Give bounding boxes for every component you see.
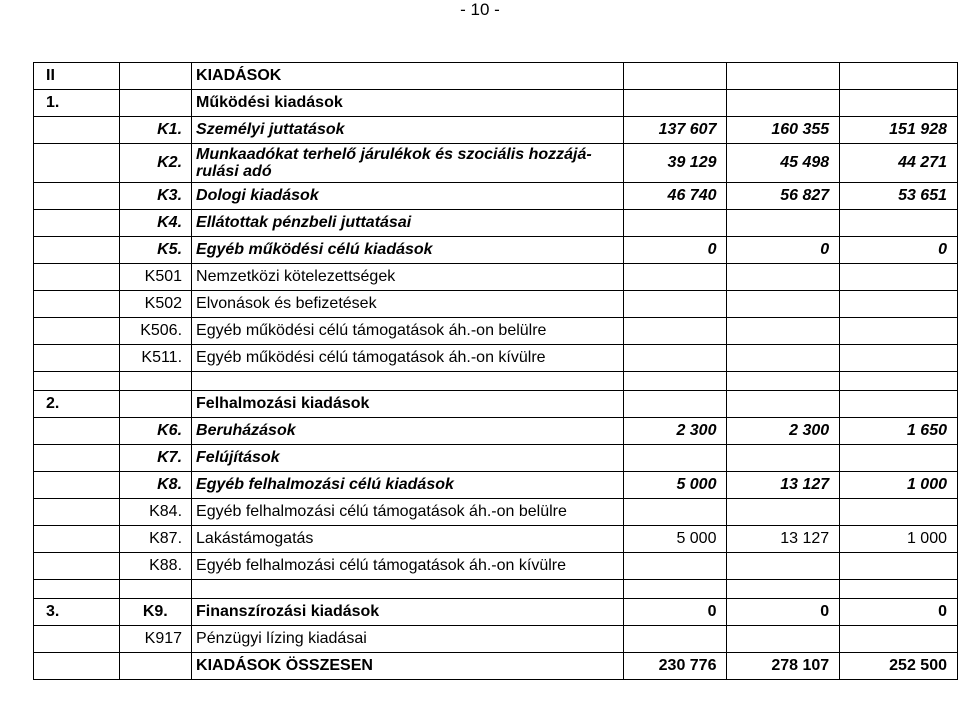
value-cell: 13 127	[727, 472, 840, 499]
value-cell	[727, 291, 840, 318]
account-code	[119, 90, 191, 117]
value-cell	[727, 553, 840, 580]
value-cell	[727, 264, 840, 291]
table-row	[34, 626, 958, 653]
account-code: K84.	[119, 499, 191, 526]
row-label: KIADÁSOK	[192, 63, 624, 90]
account-code	[119, 372, 191, 391]
value-cell	[840, 90, 958, 117]
row-label: Egyéb felhalmozási célú kiadások	[192, 472, 624, 499]
row-label: Elvonások és befizetések	[192, 291, 624, 318]
value-cell	[840, 580, 958, 599]
table-row	[34, 653, 958, 680]
table-row	[34, 210, 958, 237]
table-row	[34, 345, 958, 372]
value-cell: 0	[623, 599, 727, 626]
value-cell	[840, 264, 958, 291]
value-cell	[623, 90, 727, 117]
value-cell: 151 928	[840, 117, 958, 144]
table-row	[34, 144, 958, 183]
account-code	[119, 653, 191, 680]
value-cell: 44 271	[840, 144, 958, 183]
section-number	[34, 210, 120, 237]
row-label: Finanszírozási kiadások	[192, 599, 624, 626]
value-cell	[727, 391, 840, 418]
value-cell: 46 740	[623, 183, 727, 210]
account-code: K917	[119, 626, 191, 653]
value-cell	[840, 291, 958, 318]
value-cell	[623, 445, 727, 472]
account-code	[119, 391, 191, 418]
value-cell: 53 651	[840, 183, 958, 210]
account-code: K87.	[119, 526, 191, 553]
table-row	[34, 264, 958, 291]
row-label: Személyi juttatások	[192, 117, 624, 144]
section-number	[34, 553, 120, 580]
table-row	[34, 183, 958, 210]
table-row	[34, 372, 958, 391]
value-cell: 1 000	[840, 472, 958, 499]
value-cell: 5 000	[623, 526, 727, 553]
value-cell	[840, 391, 958, 418]
value-cell	[623, 264, 727, 291]
row-label: Ellátottak pénzbeli juttatásai	[192, 210, 624, 237]
page-number: - 10 -	[460, 0, 500, 19]
row-label: Beruházások	[192, 418, 624, 445]
section-number	[34, 345, 120, 372]
value-cell: 56 827	[727, 183, 840, 210]
section-number	[34, 237, 120, 264]
table-row	[34, 63, 958, 90]
table-row	[34, 553, 958, 580]
account-code: K6.	[119, 418, 191, 445]
value-cell	[623, 553, 727, 580]
table-row	[34, 418, 958, 445]
row-label: Nemzetközi kötelezettségek	[192, 264, 624, 291]
table-row	[34, 318, 958, 345]
value-cell	[623, 63, 727, 90]
value-cell: 0	[840, 237, 958, 264]
section-number: 2.	[34, 391, 120, 418]
table-row	[34, 580, 958, 599]
table-row	[34, 445, 958, 472]
row-label: Dologi kiadások	[192, 183, 624, 210]
table-row	[34, 291, 958, 318]
section-number	[34, 291, 120, 318]
section-number	[34, 626, 120, 653]
table-row	[34, 599, 958, 626]
section-number: II	[34, 63, 120, 90]
value-cell	[727, 63, 840, 90]
value-cell	[840, 63, 958, 90]
row-label: Működési kiadások	[192, 90, 624, 117]
table-row	[34, 90, 958, 117]
value-cell: 278 107	[727, 653, 840, 680]
row-label: Felhalmozási kiadások	[192, 391, 624, 418]
row-label: Egyéb működési célú kiadások	[192, 237, 624, 264]
account-code: K3.	[119, 183, 191, 210]
account-code: K511.	[119, 345, 191, 372]
row-label: Felújítások	[192, 445, 624, 472]
value-cell: 0	[727, 599, 840, 626]
value-cell: 137 607	[623, 117, 727, 144]
table-row	[34, 391, 958, 418]
value-cell	[623, 372, 727, 391]
value-cell	[840, 210, 958, 237]
value-cell	[840, 318, 958, 345]
value-cell	[727, 372, 840, 391]
value-cell	[727, 345, 840, 372]
account-code: K1.	[119, 117, 191, 144]
value-cell: 1 650	[840, 418, 958, 445]
value-cell: 5 000	[623, 472, 727, 499]
value-cell: 230 776	[623, 653, 727, 680]
value-cell: 0	[727, 237, 840, 264]
section-number: 3.	[34, 599, 120, 626]
row-label: Egyéb működési célú támogatások áh.-on belülre	[192, 318, 624, 345]
account-code: K2.	[119, 144, 191, 183]
section-number	[34, 526, 120, 553]
value-cell	[623, 210, 727, 237]
section-number	[34, 318, 120, 345]
account-code: K502	[119, 291, 191, 318]
value-cell: 1 000	[840, 526, 958, 553]
value-cell: 2 300	[623, 418, 727, 445]
value-cell	[727, 626, 840, 653]
account-code	[119, 63, 191, 90]
value-cell	[623, 391, 727, 418]
account-code: K88.	[119, 553, 191, 580]
value-cell: 2 300	[727, 418, 840, 445]
table-row	[34, 117, 958, 144]
row-label: Egyéb működési célú támogatások áh.-on kívülre	[192, 345, 624, 372]
value-cell	[727, 318, 840, 345]
row-label	[192, 580, 624, 599]
table-row	[34, 237, 958, 264]
section-number	[34, 580, 120, 599]
value-cell: 0	[623, 237, 727, 264]
value-cell	[840, 553, 958, 580]
section-number	[34, 418, 120, 445]
value-cell	[623, 499, 727, 526]
section-number	[34, 472, 120, 499]
value-cell	[727, 90, 840, 117]
row-label: Egyéb felhalmozási célú támogatások áh.-on belülre	[192, 499, 624, 526]
value-cell: 0	[840, 599, 958, 626]
expenditure-table	[33, 62, 958, 680]
section-number	[34, 264, 120, 291]
value-cell	[840, 345, 958, 372]
section-number: 1.	[34, 90, 120, 117]
value-cell	[623, 580, 727, 599]
value-cell	[840, 372, 958, 391]
row-label: Munkaadókat terhelő járulékok és szociális hozzájá-rulási adó	[192, 144, 624, 183]
account-code: K5.	[119, 237, 191, 264]
value-cell	[840, 445, 958, 472]
value-cell	[840, 626, 958, 653]
section-number	[34, 445, 120, 472]
row-label: KIADÁSOK ÖSSZESEN	[192, 653, 624, 680]
value-cell: 13 127	[727, 526, 840, 553]
value-cell	[727, 445, 840, 472]
section-number	[34, 144, 120, 183]
row-label: Egyéb felhalmozási célú támogatások áh.-on kívülre	[192, 553, 624, 580]
section-number	[34, 372, 120, 391]
account-code: K7.	[119, 445, 191, 472]
account-code: K9.	[119, 599, 191, 626]
value-cell	[623, 291, 727, 318]
account-code: K8.	[119, 472, 191, 499]
account-code: K501	[119, 264, 191, 291]
value-cell: 45 498	[727, 144, 840, 183]
value-cell	[623, 318, 727, 345]
row-label: Lakástámogatás	[192, 526, 624, 553]
table-row	[34, 472, 958, 499]
value-cell	[727, 580, 840, 599]
row-label	[192, 372, 624, 391]
section-number	[34, 653, 120, 680]
value-cell: 160 355	[727, 117, 840, 144]
row-label: Pénzügyi lízing kiadásai	[192, 626, 624, 653]
value-cell	[623, 626, 727, 653]
table-row	[34, 499, 958, 526]
account-code: K506.	[119, 318, 191, 345]
section-number	[34, 183, 120, 210]
value-cell: 252 500	[840, 653, 958, 680]
account-code: K4.	[119, 210, 191, 237]
section-number	[34, 117, 120, 144]
value-cell: 39 129	[623, 144, 727, 183]
value-cell	[727, 499, 840, 526]
value-cell	[727, 210, 840, 237]
value-cell	[623, 345, 727, 372]
section-number	[34, 499, 120, 526]
table-row	[34, 526, 958, 553]
value-cell	[840, 499, 958, 526]
account-code	[119, 580, 191, 599]
